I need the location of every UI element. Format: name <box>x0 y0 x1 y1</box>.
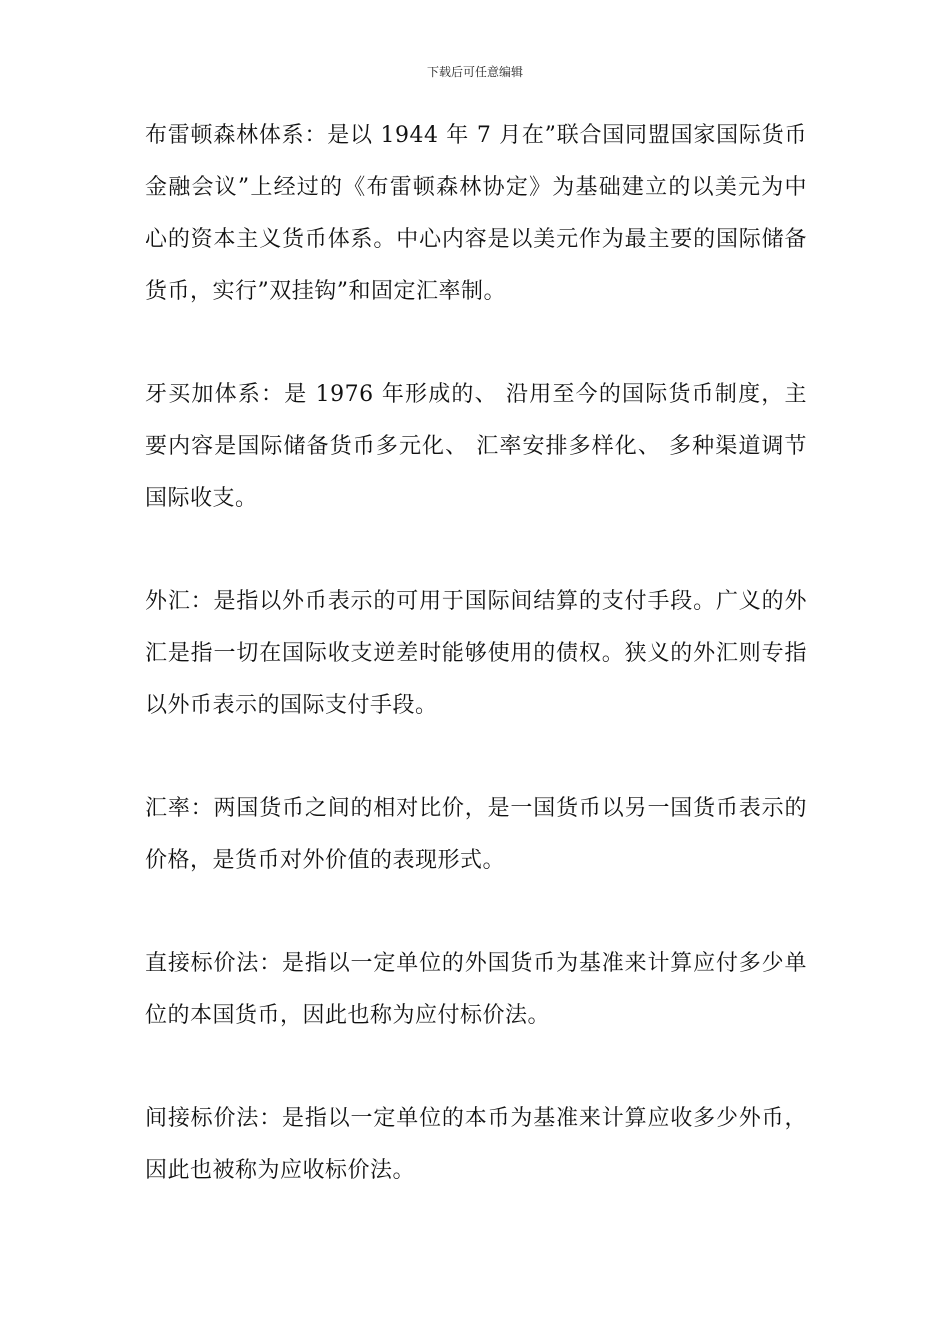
paragraph-foreign-exchange: 外汇：是指以外币表示的可用于国际间结算的支付手段。广义的外汇是指一切在国际收支逆差时能够使用的债权。狭义的外汇则专指以外币表示的国际支付手段。 <box>145 589 807 718</box>
document-body <box>145 110 807 1248</box>
paragraph-indirect-quotation: 间接标价法：是指以一定单位的本币为基准来计算应收多少外币，因此也被称为应收标价法。 <box>145 1106 807 1183</box>
paragraph-exchange-rate: 汇率：两国货币之间的相对比价，是一国货币以另一国货币表示的价格，是货币对外价值的表现形式。 <box>145 796 807 873</box>
paragraph-jamaica-system: 牙买加体系：是 1976 年形成的、 沿用至今的国际货币制度，主要内容是国际储备货币多元化、 汇率安排多样化、 多种渠道调节国际收支。 <box>145 382 807 511</box>
page-header-note: 下载后可任意编辑 <box>426 65 523 79</box>
paragraph-direct-quotation: 直接标价法：是指以一定单位的外国货币为基准来计算应付多少单位的本国货币，因此也称为应付标价法。 <box>145 951 807 1028</box>
paragraph-bretton-woods: 布雷顿森林体系：是以 1944 年 7 月在”联合国同盟国家国际货币金融会议”上经过的《布雷顿森林协定》为基础建立的以美元为中心的资本主义货币体系。中心内容是以美元作为最主要的国际储备货币，实行”双挂钩”和固定汇率制。 <box>145 123 807 304</box>
